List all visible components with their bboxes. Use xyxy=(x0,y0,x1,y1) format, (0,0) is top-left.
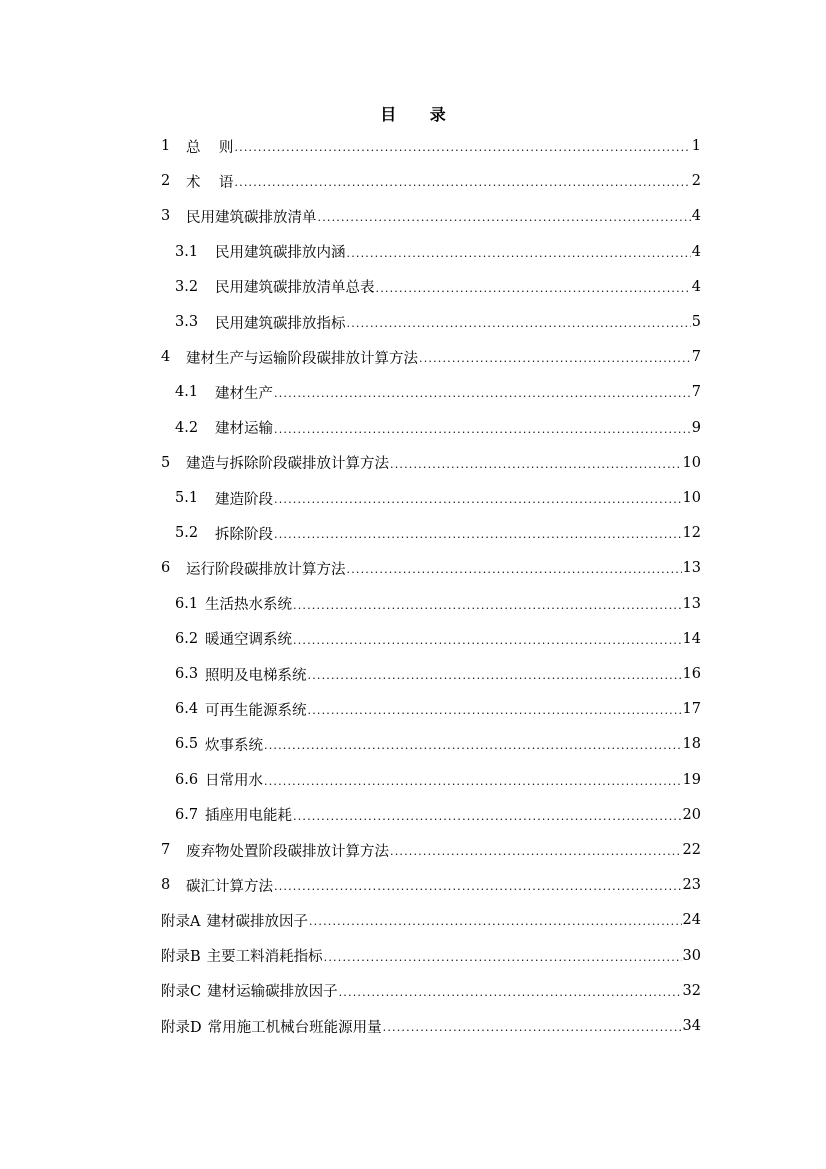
toc-entry-number: 7 xyxy=(161,842,171,858)
toc-entry[interactable] xyxy=(161,1008,701,1044)
toc-entry-number: 5.2 xyxy=(175,525,199,542)
toc-entry-page: 10 xyxy=(682,454,701,471)
dot-leader xyxy=(274,424,691,446)
toc-entry-label: 照明及电梯系统 xyxy=(205,667,307,684)
toc-entry-page: 9 xyxy=(691,419,701,436)
toc-entry-page: 5 xyxy=(691,314,701,330)
toc-entry-label: 建材运输碳排放因子 xyxy=(207,984,338,1001)
toc-entry-page: 12 xyxy=(682,525,701,542)
toc-entry-label: 建材生产 xyxy=(215,385,273,402)
toc-entry[interactable] xyxy=(161,938,701,974)
dot-leader xyxy=(376,283,691,305)
dot-leader xyxy=(293,635,682,657)
toc-entry[interactable] xyxy=(175,269,701,305)
toc-entry[interactable] xyxy=(175,304,701,340)
toc-entry[interactable] xyxy=(175,621,701,657)
toc-entry-number: 6.2 xyxy=(175,630,199,647)
toc-entry-number: 6.3 xyxy=(175,666,199,682)
toc-entry-number: 6 xyxy=(161,560,171,577)
toc-entry-number: 5.1 xyxy=(175,490,199,506)
toc-entry[interactable] xyxy=(161,445,701,481)
toc-entry-page: 1 xyxy=(691,138,701,154)
toc-entry-page: 20 xyxy=(682,806,701,823)
toc-entry-page: 34 xyxy=(682,1018,701,1034)
toc-entry-number: 1 xyxy=(161,138,171,154)
toc-entry-number: 4.2 xyxy=(175,419,199,436)
toc-entry[interactable] xyxy=(161,128,701,164)
toc-entry[interactable] xyxy=(161,867,701,903)
toc-entry-label: 民用建筑碳排放清单总表 xyxy=(215,280,375,297)
dot-leader xyxy=(347,318,691,340)
dot-leader xyxy=(308,670,682,692)
toc-entry[interactable] xyxy=(175,480,701,516)
toc-entry[interactable] xyxy=(175,515,701,551)
toc-entry[interactable] xyxy=(175,410,701,446)
dot-leader xyxy=(318,212,691,234)
toc-entry-number: 附录A xyxy=(161,913,201,930)
toc-entry-label: 拆除阶段 xyxy=(215,526,273,543)
toc-entry-page: 4 xyxy=(691,208,701,225)
toc-entry[interactable] xyxy=(161,339,701,375)
dot-leader xyxy=(347,564,682,586)
toc-entry-number: 附录D xyxy=(161,1019,202,1036)
toc-entry[interactable] xyxy=(161,973,701,1009)
dot-leader xyxy=(309,916,682,938)
toc-entry[interactable] xyxy=(161,550,701,586)
toc-entry-number: 附录B xyxy=(161,949,201,966)
toc-entry-number: 6.5 xyxy=(175,736,199,753)
toc-entry-label: 日常用水 xyxy=(205,773,263,790)
dot-leader xyxy=(264,776,682,798)
toc-entry-label: 生活热水系统 xyxy=(205,597,292,614)
toc-entry-label: 民用建筑碳排放内涵 xyxy=(215,245,346,262)
toc-entry-page: 4 xyxy=(691,243,701,260)
toc-entry-page: 10 xyxy=(682,490,701,506)
toc-entry-page: 32 xyxy=(682,982,701,999)
dot-leader xyxy=(390,846,682,868)
toc-entry-page: 4 xyxy=(691,278,701,295)
dot-leader xyxy=(383,1022,682,1044)
toc-entry-label: 废弃物处置阶段碳排放计算方法 xyxy=(186,843,389,860)
toc-entry[interactable] xyxy=(161,902,701,938)
toc-entry-page: 14 xyxy=(682,630,701,647)
toc-entry-page: 18 xyxy=(682,736,701,753)
toc-entry-label: 可再生能源系统 xyxy=(205,702,307,719)
toc-entry-label: 建材运输 xyxy=(215,421,273,438)
dot-leader xyxy=(308,705,682,727)
dot-leader xyxy=(419,353,691,375)
dot-leader xyxy=(347,248,691,270)
toc-entry[interactable] xyxy=(175,726,701,762)
toc-entry[interactable] xyxy=(161,198,701,234)
toc-entry-page: 7 xyxy=(691,384,701,401)
dot-leader xyxy=(293,600,682,622)
toc-entry-label: 建造阶段 xyxy=(215,491,273,508)
toc-entry-page: 19 xyxy=(682,771,701,788)
dot-leader xyxy=(264,740,682,762)
toc-entry-page: 30 xyxy=(682,947,701,964)
toc-entry-page: 22 xyxy=(682,842,701,858)
toc-entry-label: 碳汇计算方法 xyxy=(186,878,273,895)
dot-leader xyxy=(339,987,682,1009)
toc-entry-label: 民用建筑碳排放指标 xyxy=(215,315,346,332)
toc-entry-page: 16 xyxy=(682,666,701,682)
toc-entry-page: 2 xyxy=(691,173,701,190)
toc-entry-number: 3.2 xyxy=(175,278,199,295)
toc-entry[interactable] xyxy=(161,163,701,199)
toc-entry-number: 4 xyxy=(161,349,171,366)
dot-leader xyxy=(324,952,682,974)
toc-entry-label: 总 则 xyxy=(186,139,234,156)
toc-entry-label: 术 语 xyxy=(186,174,234,191)
toc-entry-label: 建材碳排放因子 xyxy=(206,913,308,930)
toc-entry-page: 13 xyxy=(682,560,701,577)
toc-entry-label: 民用建筑碳排放清单 xyxy=(186,209,317,226)
toc-entry-page: 17 xyxy=(682,701,701,718)
toc-title: 目 录 xyxy=(380,105,460,124)
toc-entry-number: 6.6 xyxy=(175,771,199,788)
toc-entry-page: 23 xyxy=(682,877,701,894)
toc-entry[interactable] xyxy=(175,586,701,622)
toc-entry-page: 7 xyxy=(691,349,701,366)
toc-entry-number: 附录C xyxy=(161,984,202,1001)
dot-leader xyxy=(293,811,682,833)
toc-entry-label: 炊事系统 xyxy=(205,737,263,754)
toc-entry-label: 建材生产与运输阶段碳排放计算方法 xyxy=(186,350,418,367)
dot-leader xyxy=(234,177,690,199)
toc-entry-label: 常用施工机械台班能源用量 xyxy=(207,1019,382,1036)
toc-entry[interactable] xyxy=(175,691,701,727)
dot-leader xyxy=(390,459,682,481)
dot-leader xyxy=(274,529,682,551)
dot-leader xyxy=(274,494,682,516)
toc-entry-label: 运行阶段碳排放计算方法 xyxy=(186,561,346,578)
dot-leader xyxy=(234,142,690,164)
toc-entry-label: 主要工料消耗指标 xyxy=(206,949,323,966)
toc-entry[interactable] xyxy=(175,762,701,798)
toc-entry-label: 插座用电能耗 xyxy=(205,808,292,825)
toc-entry[interactable] xyxy=(175,797,701,833)
dot-leader xyxy=(274,881,682,903)
toc-entry-number: 8 xyxy=(161,877,171,894)
toc-entry[interactable] xyxy=(175,656,701,692)
toc-entry-number: 3.1 xyxy=(175,243,199,260)
toc-entry-page: 24 xyxy=(682,912,701,929)
toc-entry-page: 13 xyxy=(682,595,701,612)
dot-leader xyxy=(274,388,691,410)
toc-entry-label: 暖通空调系统 xyxy=(205,632,292,649)
toc-entry[interactable] xyxy=(161,832,701,868)
toc-entry-number: 4.1 xyxy=(175,384,199,401)
toc-entry-label: 建造与拆除阶段碳排放计算方法 xyxy=(186,456,389,473)
toc-entry-number: 3 xyxy=(161,208,171,225)
toc-entry[interactable] xyxy=(175,374,701,410)
toc-entry-number: 2 xyxy=(161,173,171,190)
toc-entry-number: 6.1 xyxy=(175,595,199,612)
toc-entry-number: 3.3 xyxy=(175,314,199,330)
toc-entry-number: 6.4 xyxy=(175,701,199,718)
toc-entry-number: 5 xyxy=(161,454,171,471)
toc-entry[interactable] xyxy=(175,234,701,270)
toc-entry-number: 6.7 xyxy=(175,806,199,823)
